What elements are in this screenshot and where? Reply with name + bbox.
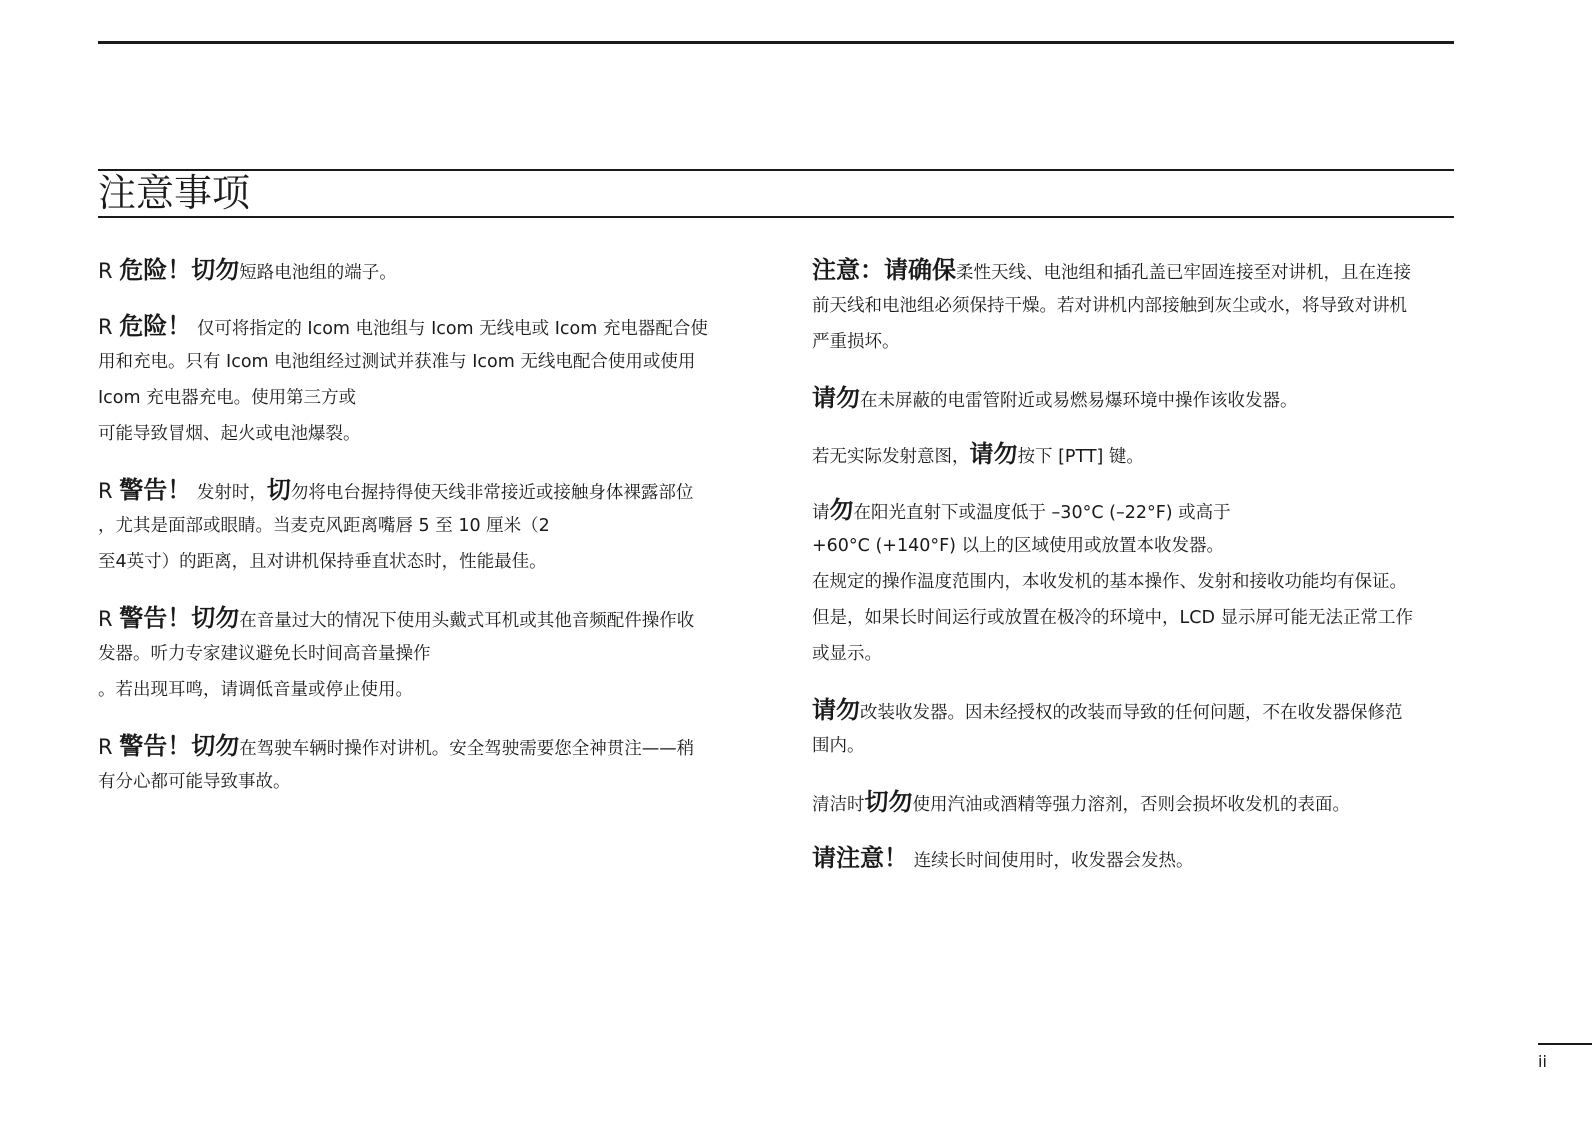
emphasis-text: 切 <box>266 476 291 504</box>
warning-symbol: R <box>98 479 120 503</box>
left-column <box>98 252 750 800</box>
paragraph-gap <box>98 580 750 600</box>
emphasis-text: 请确保 <box>884 256 956 284</box>
emphasis-text: 请勿 <box>812 696 860 724</box>
text-line <box>812 728 1462 764</box>
emphasis-text: 警告！ <box>119 604 192 632</box>
text-line <box>812 840 1462 876</box>
emphasis-text: 危险！ <box>119 312 192 340</box>
text-line <box>812 288 1462 324</box>
body-text: 或显示。 <box>812 644 882 664</box>
body-text: 按下 [PTT] 键。 <box>1017 447 1144 467</box>
text-line <box>98 344 750 380</box>
body-text: 在规定的操作温度范围内，本收发机的基本操作、发射和接收功能均有保证。 <box>812 572 1407 592</box>
paragraph-gap <box>812 820 1462 840</box>
text-line <box>98 764 750 800</box>
right-column <box>812 252 1462 876</box>
header-rule <box>98 41 1454 44</box>
text-line <box>812 324 1462 360</box>
caution-paragraph <box>812 436 1462 472</box>
body-text: 严重损坏。 <box>812 332 900 352</box>
body-text: 。若出现耳鸣，请调低音量或停止使用。 <box>98 680 413 700</box>
body-text: Icom 充电器充电。使用第三方或 <box>98 388 357 408</box>
caution-paragraph <box>812 840 1462 876</box>
body-text: 在未屏蔽的电雷管附近或易燃易爆环境中操作该收发器。 <box>860 391 1298 411</box>
caution-paragraph <box>812 492 1462 672</box>
emphasis-text: 请注意！ <box>812 844 908 872</box>
body-text: +60°C (+140°F) 以上的区域使用或放置本收发器。 <box>812 536 1225 556</box>
body-text: 发射时， <box>191 483 267 503</box>
emphasis-text: 请勿 <box>812 384 860 412</box>
paragraph-gap <box>812 472 1462 492</box>
caution-paragraph <box>812 252 1462 360</box>
body-text: 清洁时 <box>812 795 865 815</box>
warning-symbol: R <box>98 607 120 631</box>
text-line <box>812 692 1462 728</box>
emphasis-text: 切勿 <box>191 256 240 284</box>
text-line <box>812 564 1462 600</box>
paragraph-gap <box>98 288 750 308</box>
paragraph-gap <box>812 416 1462 436</box>
caution-paragraph <box>98 472 750 580</box>
body-text: 短路电池组的端子。 <box>239 263 397 283</box>
text-line <box>812 600 1462 636</box>
body-text: 在驾驶车辆时操作对讲机。安全驾驶需要您全神贯注——稍 <box>239 739 695 759</box>
emphasis-text: 切勿 <box>191 604 240 632</box>
emphasis-text: 切勿 <box>191 732 240 760</box>
emphasis-text: 勿 <box>829 496 854 524</box>
warning-symbol: R <box>98 315 120 339</box>
emphasis-text: 危险！ <box>119 256 192 284</box>
body-text: ，尤其是面部或眼睛。当麦克风距离嘴唇 5 至 10 厘米（2 <box>98 516 550 536</box>
text-line <box>98 508 750 544</box>
body-text: 仅可将指定的 Icom 电池组与 Icom 无线电或 Icom 充电器配合使 <box>191 319 708 339</box>
emphasis-text: 注意： <box>812 256 884 284</box>
body-text: 但是，如果长时间运行或放置在极冷的环境中，LCD 显示屏可能无法正常工作 <box>812 608 1414 628</box>
text-line <box>98 636 750 672</box>
body-text: 围内。 <box>812 736 865 756</box>
emphasis-text: 切勿 <box>864 788 913 816</box>
title-rule-top <box>98 169 1454 171</box>
text-line <box>98 380 750 416</box>
paragraph-gap <box>812 764 1462 784</box>
body-text: 若无实际发射意图， <box>812 447 970 467</box>
body-text: 改装收发器。因未经授权的改装而导致的任何问题，不在收发器保修范 <box>860 703 1403 723</box>
body-text: 可能导致冒烟、起火或电池爆裂。 <box>98 424 361 444</box>
text-line <box>812 492 1462 528</box>
text-line <box>812 380 1462 416</box>
text-line <box>812 784 1462 820</box>
text-line <box>98 728 750 764</box>
body-text: 柔性天线、电池组和插孔盖已牢固连接至对讲机，且在连接 <box>956 263 1411 283</box>
paragraph-gap <box>98 708 750 728</box>
caution-paragraph <box>812 380 1462 416</box>
text-line <box>812 436 1462 472</box>
paragraph-gap <box>812 672 1462 692</box>
caution-paragraph <box>812 784 1462 820</box>
text-line <box>98 600 750 636</box>
text-line <box>98 416 750 452</box>
caution-paragraph <box>98 308 750 452</box>
caution-paragraph <box>98 728 750 800</box>
caution-paragraph <box>98 252 750 288</box>
emphasis-text: 请勿 <box>969 440 1018 468</box>
body-text: 在音量过大的情况下使用头戴式耳机或其他音频配件操作收 <box>239 611 695 631</box>
caution-paragraph <box>98 600 750 708</box>
emphasis-text: 警告！ <box>119 732 192 760</box>
paragraph-gap <box>812 360 1462 380</box>
text-line <box>812 636 1462 672</box>
body-text: 请 <box>812 503 830 523</box>
body-text: 勿将电台握持得使天线非常接近或接触身体裸露部位 <box>290 483 694 503</box>
warning-symbol: R <box>98 259 120 283</box>
body-text: 有分心都可能导致事故。 <box>98 772 291 792</box>
body-text: 用和充电。只有 Icom 电池组经过测试并获准与 Icom 无线电配合使用或使用 <box>98 352 696 372</box>
warning-symbol: R <box>98 735 120 759</box>
title-rule-bottom <box>98 216 1454 218</box>
text-line <box>98 544 750 580</box>
text-line <box>98 672 750 708</box>
caution-paragraph <box>812 692 1462 764</box>
body-text: 连续长时间使用时，收发器会发热。 <box>908 851 1194 871</box>
body-text: 发器。听力专家建议避免长时间高音量操作 <box>98 644 431 664</box>
body-text: 在阳光直射下或温度低于 –30°C (–22°F) 或高于 <box>853 503 1231 523</box>
body-text: 前天线和电池组必须保持干燥。若对讲机内部接触到灰尘或水，将导致对讲机 <box>812 296 1407 316</box>
page-number-rule <box>1538 1043 1592 1045</box>
page-title: 注意事项 <box>98 171 251 215</box>
text-line <box>98 252 750 288</box>
body-text: 至4英寸）的距离，且对讲机保持垂直状态时，性能最佳。 <box>98 552 547 572</box>
text-line <box>812 252 1462 288</box>
text-line <box>98 472 750 508</box>
body-text: 使用汽油或酒精等强力溶剂，否则会损坏收发机的表面。 <box>912 795 1350 815</box>
text-line <box>98 308 750 344</box>
paragraph-gap <box>98 452 750 472</box>
emphasis-text: 警告！ <box>119 476 192 504</box>
text-line <box>812 528 1462 564</box>
page-number: ii <box>1538 1052 1547 1071</box>
